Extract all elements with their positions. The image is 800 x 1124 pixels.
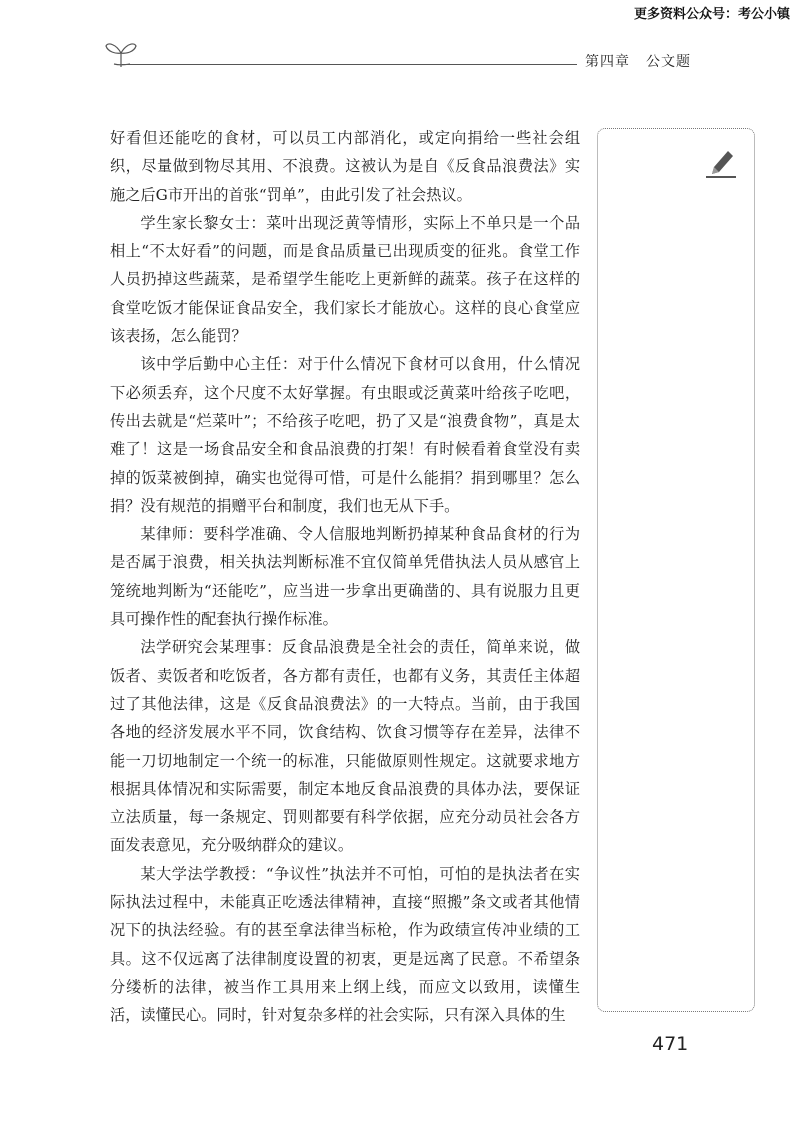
pencil-icon <box>706 145 738 179</box>
header-rule <box>122 64 577 65</box>
paragraph: 某大学法学教授：“争议性”执法并不可怕，可怕的是执法者在实际执法过程中，未能真正吃透法律精神，直接“照搬”条文或者其他情况下的执法经验。有的甚至拿法律当标枪，作为政绩宣传冲业绩的工具。这不仅远离了法律制度设置的初衷，更是远离了民意。不希望条分缕析的法律，被当作工具用来上纲上线，而应文以致用，读懂生活，读懂民心。同时，针对复杂多样的社会实际，只有深入具体的生 <box>110 864 580 1025</box>
paragraph: 法学研究会某理事：反食品浪费是全社会的责任，简单来说，做饭者、卖饭者和吃饭者，各方都有责任，也都有义务，其责任主体超过了其他法律，这是《反食品浪费法》的一大特点。当前，由于我国各地的经济发展水平不同，饮食结构、饮食习惯等存在差异，法律不能一刀切地制定一个统一的标准，只能做原则性规定。这就要求地方根据具体情况和实际需要，制定本地反食品浪费的具体办法，要保证立法质量，每一条规定、罚则都要有科学依据，应充分动员社会各方面发表意见，充分吸纳群众的建议。 <box>110 638 580 855</box>
paragraph: 某律师：要科学准确、令人信服地判断扔掉某种食品食材的行为是否属于浪费，相关执法判断标准不宜仅简单凭借执法人员从感官上笼统地判断为“还能吃”，应当进一步拿出更确凿的、具有说服力且更具可操作性的配套执行操作标准。 <box>110 525 580 629</box>
notes-area <box>597 128 755 1012</box>
main-text <box>110 124 580 1030</box>
paragraph: 学生家长黎女士：菜叶出现泛黄等情形，实际上不单只是一个品相上“不太好看”的问题，而是食品质量已出现质变的征兆。食堂工作人员扔掉这些蔬菜，是希望学生能吃上更新鲜的蔬菜。孩子在这样的食堂吃饭才能保证食品安全，我们家长才能放心。这样的良心食堂应该表扬，怎么能罚？ <box>110 213 580 346</box>
running-header <box>585 51 691 71</box>
page-number: 471 <box>652 1033 689 1055</box>
paragraph: 好看但还能吃的食材，可以员工内部消化，或定向捐给一些社会组织，尽量做到物尽其用、不浪费。这被认为是自《反食品浪费法》实施之后G市开出的首张“罚单”，由此引发了社会热议。 <box>110 129 580 204</box>
paragraph: 该中学后勤中心主任：对于什么情况下食材可以食用，什么情况下必须丢弃，这个尺度不太好掌握。有虫眼或泛黄菜叶给孩子吃吧，传出去就是“烂菜叶”；不给孩子吃吧，扔了又是“浪费食物”，真是太难了！这是一场食品安全和食品浪费的打架！有时候看着食堂没有卖掉的饭菜被倒掉，确实也觉得可惜，可是什么能捐？捐到哪里？怎么捐？没有规范的捐赠平台和制度，我们也无从下手。 <box>110 355 580 515</box>
watermark: 更多资料公众号：考公小镇 <box>633 7 790 22</box>
chapter-label: 第四章 <box>585 54 630 70</box>
section-label: 公文题 <box>646 54 691 70</box>
